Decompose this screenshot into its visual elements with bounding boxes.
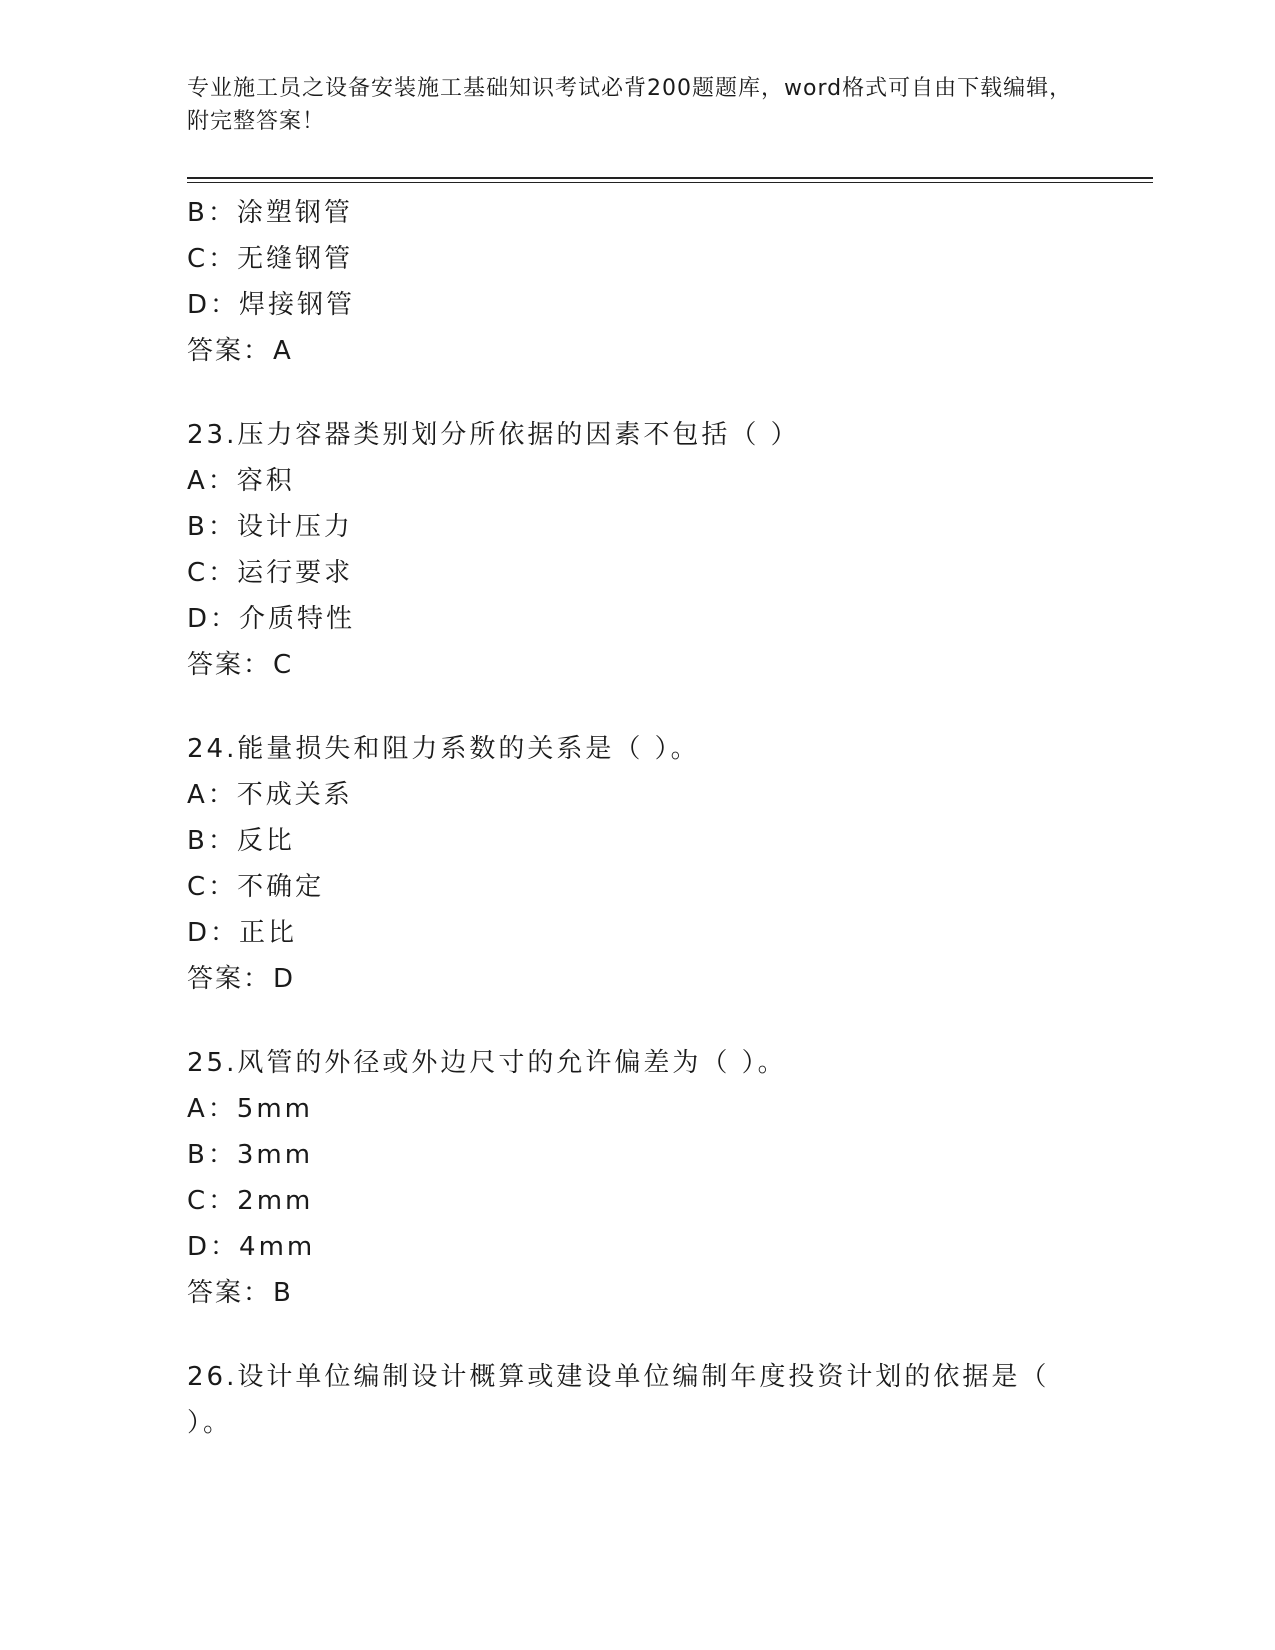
option-a: A：容积 xyxy=(187,466,295,496)
option-d: D：正比 xyxy=(187,918,298,948)
option-b: B：设计压力 xyxy=(187,512,353,542)
question-text: 25.风管的外径或外边尺寸的允许偏差为（ ）。 xyxy=(187,1048,787,1078)
answer-line xyxy=(187,642,1087,688)
header-divider-thick xyxy=(187,177,1153,179)
question-text: 26.设计单位编制设计概算或建设单位编制年度投资计划的依据是（ ）。 xyxy=(187,1362,1050,1438)
option-d: D：焊接钢管 xyxy=(187,290,356,320)
answer-line xyxy=(187,1270,1087,1316)
option-d: D：介质特性 xyxy=(187,604,356,634)
option-b: B：涂塑钢管 xyxy=(187,198,353,228)
answer-value: B xyxy=(273,1278,291,1308)
option-b: B：3mm xyxy=(187,1140,314,1170)
option-c: C：2mm xyxy=(187,1186,314,1216)
answer-value: C xyxy=(273,650,292,680)
question-24 xyxy=(187,726,1087,1002)
answer-line xyxy=(187,328,1087,374)
option-a: A：不成关系 xyxy=(187,780,353,810)
answer-label: 答案： xyxy=(187,650,272,680)
document-header: 专业施工员之设备安装施工基础知识考试必背200题题库，word格式可自由下载编辑，附完整答案！ xyxy=(187,76,1073,134)
answer-value: A xyxy=(273,336,291,366)
option-c: C：无缝钢管 xyxy=(187,244,354,274)
answer-label: 答案： xyxy=(187,336,272,366)
answer-label: 答案： xyxy=(187,1278,272,1308)
question-26 xyxy=(187,1354,1087,1446)
question-22-partial xyxy=(187,190,1087,374)
answer-value: D xyxy=(273,964,294,994)
option-a: A：5mm xyxy=(187,1094,313,1124)
question-text: 23.压力容器类别划分所依据的因素不包括（ ） xyxy=(187,420,800,450)
option-d: D：4mm xyxy=(187,1232,316,1262)
header-divider-thin xyxy=(187,182,1153,183)
answer-label: 答案： xyxy=(187,964,272,994)
option-c: C：不确定 xyxy=(187,872,325,902)
option-c: C：运行要求 xyxy=(187,558,354,588)
question-list xyxy=(187,190,1087,1446)
answer-line xyxy=(187,956,1087,1002)
question-25 xyxy=(187,1040,1087,1316)
option-b: B：反比 xyxy=(187,826,295,856)
question-text: 24.能量损失和阻力系数的关系是（ ）。 xyxy=(187,734,700,764)
question-23 xyxy=(187,412,1087,688)
